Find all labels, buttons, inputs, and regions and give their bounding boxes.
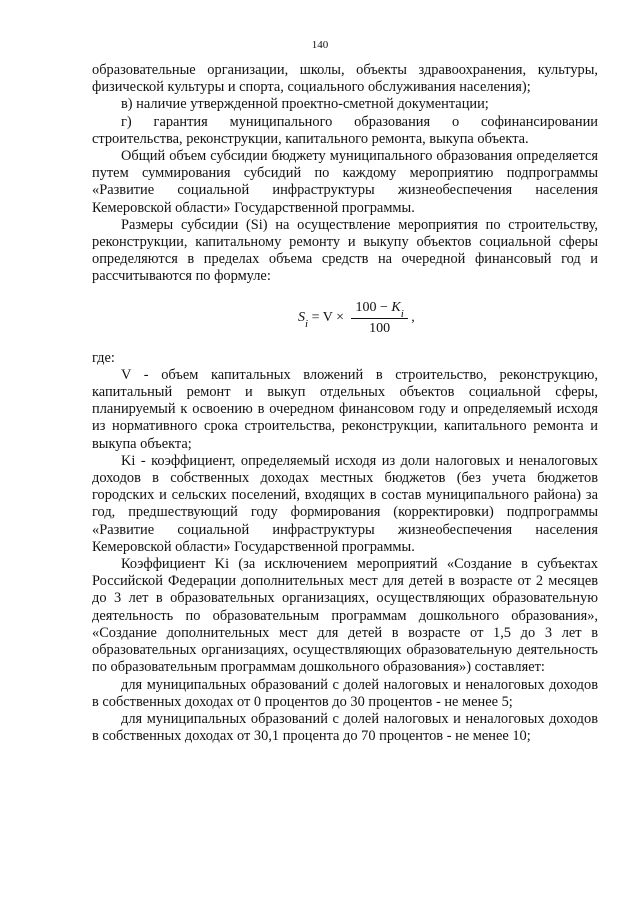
formula-denominator: 100 (369, 320, 391, 336)
paragraph: Размеры субсидии (Si) на осуществление мероприятия по строительству, реконструкции, капитальному ремонту и выкупу объектов социальной сферы определяются в пределах объема средств на очередной финансовый год и рассчитываются по формуле: (92, 216, 598, 285)
numerator-prefix: 100 − (355, 299, 392, 315)
paragraph: для муниципальных образований с долей налоговых и неналоговых доходов в собственных доходах от 30,1 процента до 70 процентов - не менее 10; (92, 710, 598, 745)
formula-lhs: S (298, 310, 305, 326)
formula-trailing-comma: , (407, 310, 415, 326)
paragraph: для муниципальных образований с долей налоговых и неналоговых доходов в собственных доходах от 0 процентов до 30 процентов - не менее 5; (92, 676, 598, 710)
paragraph: г) гарантия муниципального образования о софинансировании строительства, реконструкции, капитального ремонта, выкупа объекта. (92, 113, 598, 147)
numerator-subscript: i (400, 307, 404, 320)
paragraph: в) наличие утвержденной проектно-сметной документации; (121, 96, 489, 113)
paragraph: образовательные организации, школы, объекты здравоохранения, культуры, физической культуры и спорта, социального обслуживания населения); (92, 62, 598, 96)
subsidy-formula (298, 300, 415, 337)
paragraph: где: (92, 349, 115, 366)
formula-lhs-subscript: i (305, 318, 309, 331)
formula-equals: = V × (308, 310, 348, 326)
formula-block (92, 286, 598, 350)
page-number: 140 (311, 39, 329, 51)
numerator-variable: K (391, 299, 401, 315)
formula-fraction (351, 300, 407, 337)
paragraph: Ki - коэффициент, определяемый исходя из доли налоговых и неналоговых доходов в собственных доходах местных бюджетов (без учета бюджетов городских и сельских поселений, входящих в состав муниципального района) за год, предшествующий году формирования (корректировки) подпрограммы «Развитие социальной инфраструктуры жизнеобеспечения населения Кемеровской области» Государственной программы. (92, 452, 598, 555)
paragraph: Коэффициент Ki (за исключением мероприятий «Создание в субъектах Российской Федерации дополнительных мест для детей в возрасте от 2 месяцев до 3 лет в образовательных организациях, осуществляющих образовательную деятельность по образовательным программам дошкольного образования», «Создание дополнительных мест для детей в возрасте от 1,5 до 3 лет в образовательных организациях, осуществляющих образовательную деятельность по образовательным программам дошкольного образования») составляет: (92, 556, 598, 676)
formula-numerator (351, 300, 407, 318)
paragraph: Общий объем субсидии бюджету муниципального образования определяется путем суммирования субсидий по каждому мероприятию подпрограммы «Развитие социальной инфраструктуры жизнеобеспечения населения Кемеровской области» Государственной программы. (92, 148, 598, 216)
document-body (92, 62, 598, 745)
paragraph: V - объем капитальных вложений в строительство, реконструкцию, капитальный ремонт и выкуп отдельных объектов социальной сферы, планируемый к освоению в очередном финансовом году и определяемый исходя из нормативного срока строительства, реконструкции, капитального ремонта и выкупа объекта; (92, 366, 598, 452)
